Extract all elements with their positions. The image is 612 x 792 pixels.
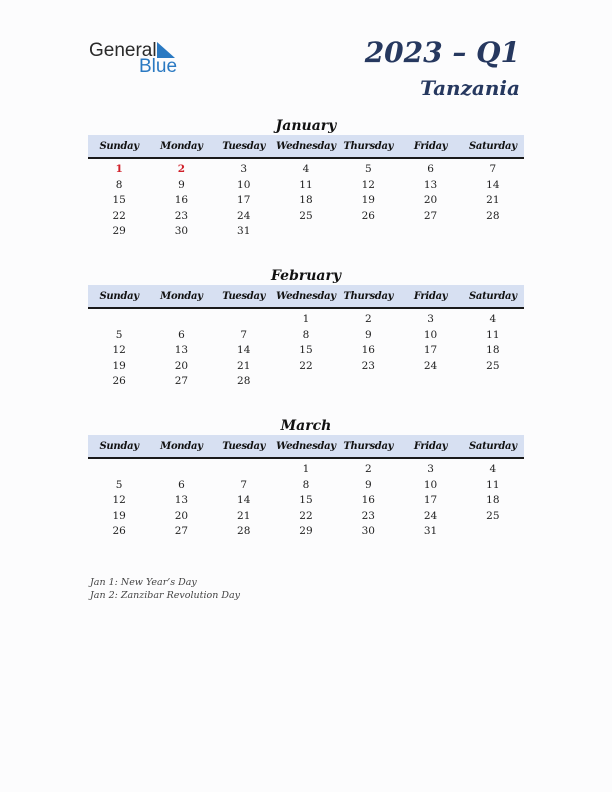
- day-cell: 16: [361, 494, 375, 506]
- day-cell: 17: [237, 194, 251, 206]
- day-cell: 23: [174, 209, 189, 222]
- week-row: [88, 209, 524, 225]
- weekday-label: Sunday: [99, 290, 139, 302]
- day-cell: 7: [240, 328, 248, 341]
- day-cell: 3: [427, 463, 434, 475]
- weeks-grid: [88, 159, 524, 240]
- weekday-label: Sunday: [99, 140, 139, 152]
- day-cell: 2: [364, 463, 372, 475]
- day-cell: 19: [112, 509, 126, 522]
- day-cell: 10: [237, 178, 251, 191]
- holiday-note: Jan 2: Zanzibar Revolution Day: [90, 590, 240, 601]
- logo-text-blue: Blue: [139, 56, 178, 77]
- holiday-note: Jan 1: New Year’s Day: [90, 577, 197, 588]
- week-row: [88, 462, 524, 478]
- month-title: March: [280, 418, 332, 434]
- day-cell: 20: [174, 509, 189, 522]
- weeks-grid: [88, 309, 524, 390]
- day-cell: 3: [427, 313, 434, 325]
- day-cell: [88, 462, 150, 478]
- weekday-label: Tuesday: [222, 440, 266, 452]
- day-cell: 10: [423, 328, 438, 341]
- generalblue-logo: [89, 40, 189, 76]
- weekday-label: Saturday: [468, 140, 517, 152]
- month-february: [88, 267, 524, 390]
- week-row: [88, 162, 524, 178]
- day-cell: 24: [423, 509, 438, 522]
- week-row: [88, 343, 524, 359]
- day-cell: 24: [237, 209, 251, 222]
- weekday-label: Wednesday: [276, 290, 336, 302]
- day-cell: [275, 224, 337, 240]
- month-january: [88, 117, 524, 240]
- day-cell: 27: [174, 375, 189, 387]
- day-cell: 5: [115, 328, 123, 341]
- day-cell: 5: [364, 163, 372, 175]
- day-cell: 14: [237, 494, 251, 506]
- day-cell: 14: [237, 344, 251, 356]
- week-row: [88, 178, 524, 194]
- day-cell: 29: [112, 225, 126, 237]
- week-row: [88, 478, 524, 494]
- page-title: 2023 – Q1: [364, 36, 520, 69]
- day-cell: 31: [237, 225, 251, 237]
- day-cell: [213, 462, 275, 478]
- day-cell: [150, 462, 212, 478]
- day-cell: 1: [302, 313, 310, 325]
- month-title: January: [275, 118, 337, 134]
- weekday-label: Thursday: [343, 290, 394, 302]
- weekday-label: Saturday: [468, 440, 517, 452]
- day-cell: 2: [364, 313, 372, 325]
- day-cell: 16: [361, 344, 375, 356]
- weekday-label: Saturday: [468, 290, 517, 302]
- weekday-label: Sunday: [99, 440, 139, 452]
- day-cell: 23: [361, 509, 375, 522]
- day-cell: 7: [489, 163, 497, 175]
- day-cell: 6: [178, 328, 185, 341]
- day-cell: [399, 224, 461, 240]
- day-cell: 7: [240, 478, 248, 491]
- day-cell: 22: [299, 359, 313, 372]
- day-cell: 25: [486, 359, 500, 372]
- day-cell: 9: [178, 178, 185, 191]
- day-cell: [462, 224, 524, 240]
- day-cell: 4: [302, 163, 310, 175]
- day-cell: 18: [486, 494, 500, 506]
- holiday-day-cell: 2: [177, 163, 186, 175]
- weekday-header: [88, 285, 524, 309]
- day-cell: 3: [240, 163, 248, 175]
- day-cell: 25: [299, 209, 313, 222]
- day-cell: 4: [489, 463, 497, 475]
- day-cell: 11: [486, 478, 500, 491]
- day-cell: 8: [302, 328, 310, 341]
- weekday-header: [88, 435, 524, 459]
- weekday-label: Monday: [160, 140, 203, 152]
- day-cell: [399, 374, 461, 390]
- month-march: [88, 417, 524, 540]
- weekday-label: Monday: [160, 440, 203, 452]
- day-cell: 22: [112, 209, 126, 222]
- day-cell: 29: [299, 525, 313, 537]
- day-cell: 19: [361, 194, 375, 206]
- day-cell: 8: [115, 178, 123, 191]
- day-cell: 15: [112, 194, 126, 206]
- day-cell: 24: [423, 359, 438, 372]
- country-name: Tanzania: [420, 76, 520, 100]
- day-cell: 15: [299, 344, 313, 356]
- day-cell: 11: [299, 178, 313, 191]
- weekday-label: Tuesday: [222, 140, 266, 152]
- weekday-label: Wednesday: [276, 440, 336, 452]
- day-cell: 4: [489, 313, 497, 325]
- day-cell: 22: [299, 509, 313, 522]
- day-cell: 26: [361, 209, 375, 222]
- month-title: February: [270, 268, 341, 284]
- day-cell: 18: [299, 194, 313, 206]
- week-row: [88, 224, 524, 240]
- day-cell: [462, 374, 524, 390]
- day-cell: 15: [299, 494, 313, 506]
- week-row: [88, 524, 524, 540]
- day-cell: 13: [174, 494, 189, 506]
- day-cell: 12: [361, 178, 375, 191]
- weekday-label: Monday: [160, 290, 203, 302]
- weekday-label: Thursday: [343, 440, 394, 452]
- day-cell: 28: [486, 209, 500, 222]
- day-cell: 28: [237, 525, 251, 537]
- day-cell: 11: [486, 328, 500, 341]
- holiday-notes: [90, 576, 240, 602]
- day-cell: 30: [361, 525, 375, 537]
- day-cell: 23: [361, 359, 375, 372]
- day-cell: 17: [423, 494, 438, 506]
- day-cell: [213, 312, 275, 328]
- holiday-day-cell: 1: [115, 163, 123, 175]
- day-cell: 20: [174, 359, 189, 372]
- week-row: [88, 374, 524, 390]
- weeks-grid: [88, 459, 524, 540]
- day-cell: 27: [174, 525, 189, 537]
- day-cell: 31: [423, 525, 438, 537]
- weekday-label: Thursday: [343, 140, 394, 152]
- day-cell: 16: [174, 194, 189, 206]
- day-cell: 26: [112, 375, 126, 387]
- day-cell: 1: [302, 463, 310, 475]
- weekday-label: Tuesday: [222, 290, 266, 302]
- weekday-header: [88, 135, 524, 159]
- day-cell: [150, 312, 212, 328]
- day-cell: 12: [112, 344, 126, 356]
- day-cell: 14: [486, 178, 500, 191]
- day-cell: [337, 374, 399, 390]
- weekday-label: Friday: [413, 140, 448, 152]
- day-cell: 21: [486, 194, 500, 206]
- week-row: [88, 493, 524, 509]
- day-cell: 13: [174, 344, 189, 356]
- week-row: [88, 193, 524, 209]
- day-cell: 13: [423, 178, 438, 191]
- day-cell: 6: [178, 478, 185, 491]
- day-cell: 18: [486, 344, 500, 356]
- logo-text-general: General: [89, 40, 157, 61]
- day-cell: 9: [364, 478, 372, 491]
- day-cell: 6: [427, 163, 434, 175]
- day-cell: [337, 224, 399, 240]
- day-cell: 20: [423, 194, 438, 206]
- day-cell: 12: [112, 494, 126, 506]
- week-row: [88, 509, 524, 525]
- day-cell: 17: [423, 344, 438, 356]
- weekday-label: Wednesday: [276, 140, 336, 152]
- day-cell: 10: [423, 478, 438, 491]
- day-cell: 8: [302, 478, 310, 491]
- day-cell: 30: [174, 225, 189, 237]
- weekday-label: Friday: [413, 440, 448, 452]
- day-cell: 5: [115, 478, 123, 491]
- day-cell: 19: [112, 359, 126, 372]
- day-cell: 21: [237, 359, 251, 372]
- day-cell: 28: [237, 375, 251, 387]
- day-cell: [462, 524, 524, 540]
- day-cell: 27: [423, 209, 438, 222]
- week-row: [88, 359, 524, 375]
- week-row: [88, 328, 524, 344]
- day-cell: 25: [486, 509, 500, 522]
- weekday-label: Friday: [413, 290, 448, 302]
- day-cell: [88, 312, 150, 328]
- day-cell: 21: [237, 509, 251, 522]
- day-cell: [275, 374, 337, 390]
- day-cell: 26: [112, 525, 126, 537]
- week-row: [88, 312, 524, 328]
- day-cell: 9: [364, 328, 372, 341]
